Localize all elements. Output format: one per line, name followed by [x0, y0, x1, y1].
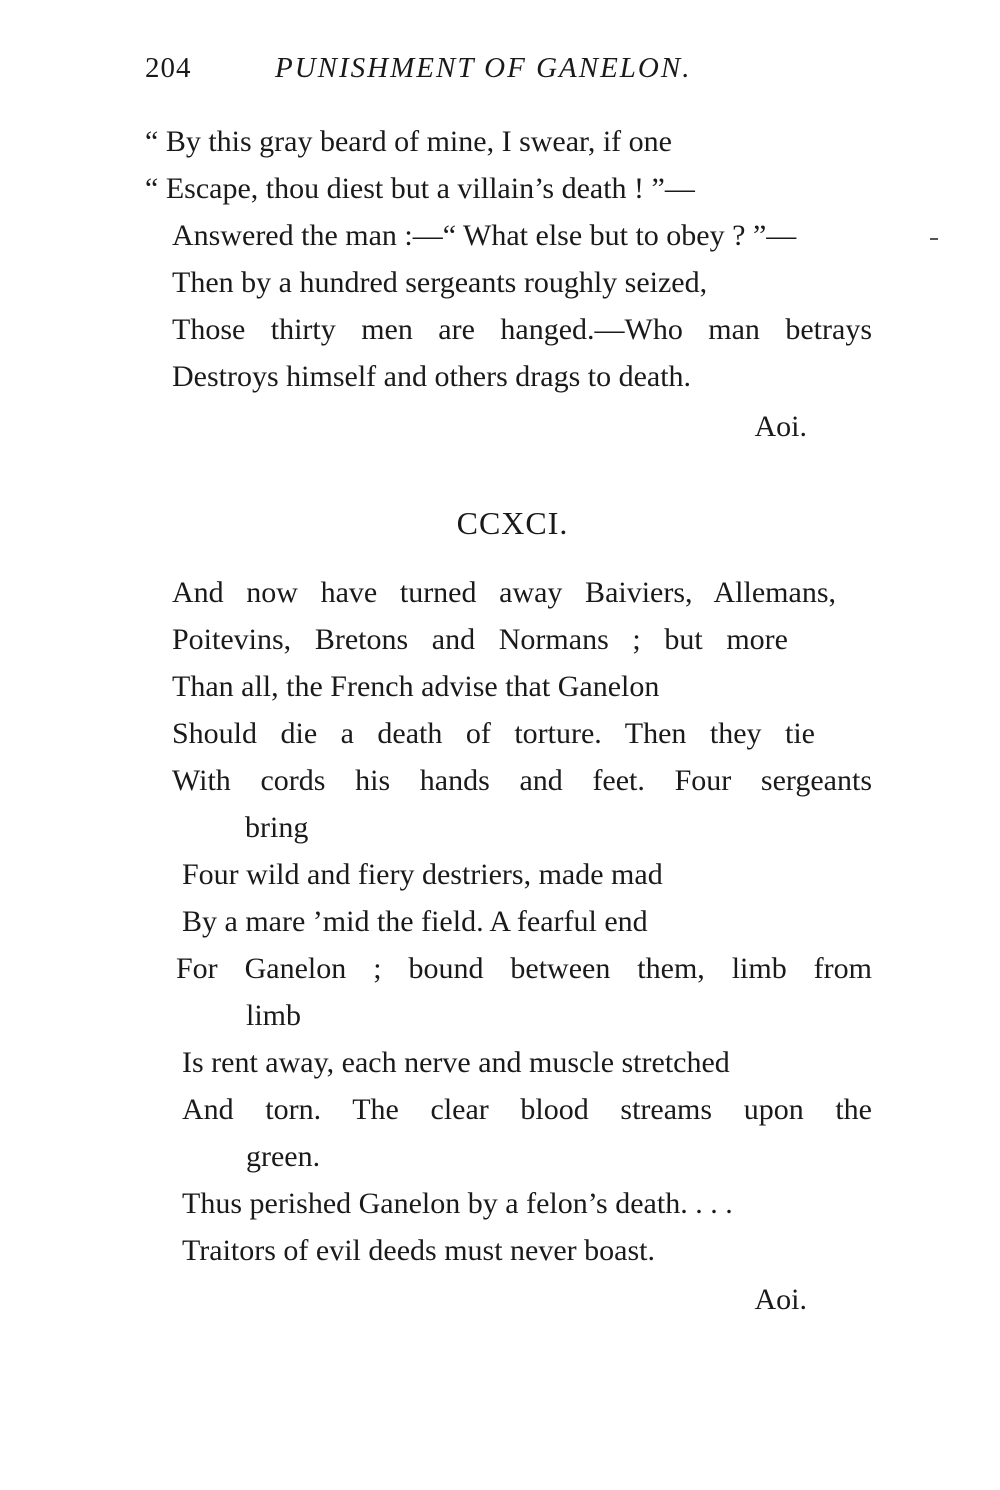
verse-line: Should die a death of torture. Then they tie: [172, 717, 815, 750]
running-title: PUNISHMENT OF GANELON.: [275, 52, 692, 84]
verse-line: Than all, the French advise that Ganelon: [172, 670, 660, 703]
verse-line-continuation: green.: [246, 1140, 321, 1173]
verse-line-continuation: bring: [245, 811, 309, 844]
verse-line: And now have turned away Baiviers, Allemans,: [172, 576, 836, 609]
verse-line: “ By this gray beard of mine, I swear, if one: [145, 125, 672, 158]
verse-line: For Ganelon ; bound between them, limb from: [176, 952, 872, 985]
print-mark: [930, 238, 938, 240]
verse-line: Then by a hundred sergeants roughly seized,: [172, 266, 708, 299]
verse-line: Those thirty men are hanged.—Who man betrays: [172, 313, 872, 346]
verse-line: Traitors of evil deeds must never boast.: [182, 1234, 655, 1267]
verse-line-continuation: limb: [246, 999, 302, 1032]
verse-line: Is rent away, each nerve and muscle stretched: [182, 1046, 730, 1079]
verse-line: By a mare ’mid the field. A fearful end: [182, 905, 648, 938]
aoi-refrain: Aoi.: [754, 410, 807, 443]
verse-line: With cords his hands and feet. Four sergeants: [172, 764, 872, 797]
section-heading: CCXCI.: [456, 505, 569, 541]
verse-line: “ Escape, thou diest but a villain’s death ! ”—: [145, 172, 695, 205]
running-head: [145, 52, 691, 85]
verse-line: Destroys himself and others drags to death.: [172, 360, 692, 393]
verse-line: Poitevins, Bretons and Normans ; but more: [172, 623, 788, 656]
aoi-refrain: Aoi.: [754, 1283, 807, 1316]
verse-line: And torn. The clear blood streams upon the: [182, 1093, 872, 1126]
verse-line: Thus perished Ganelon by a felon’s death. . . .: [182, 1187, 733, 1220]
page-number: 204: [145, 52, 192, 84]
verse-line: Four wild and fiery destriers, made mad: [182, 858, 663, 891]
verse-line: Answered the man :—“ What else but to obey ? ”—: [172, 219, 797, 252]
